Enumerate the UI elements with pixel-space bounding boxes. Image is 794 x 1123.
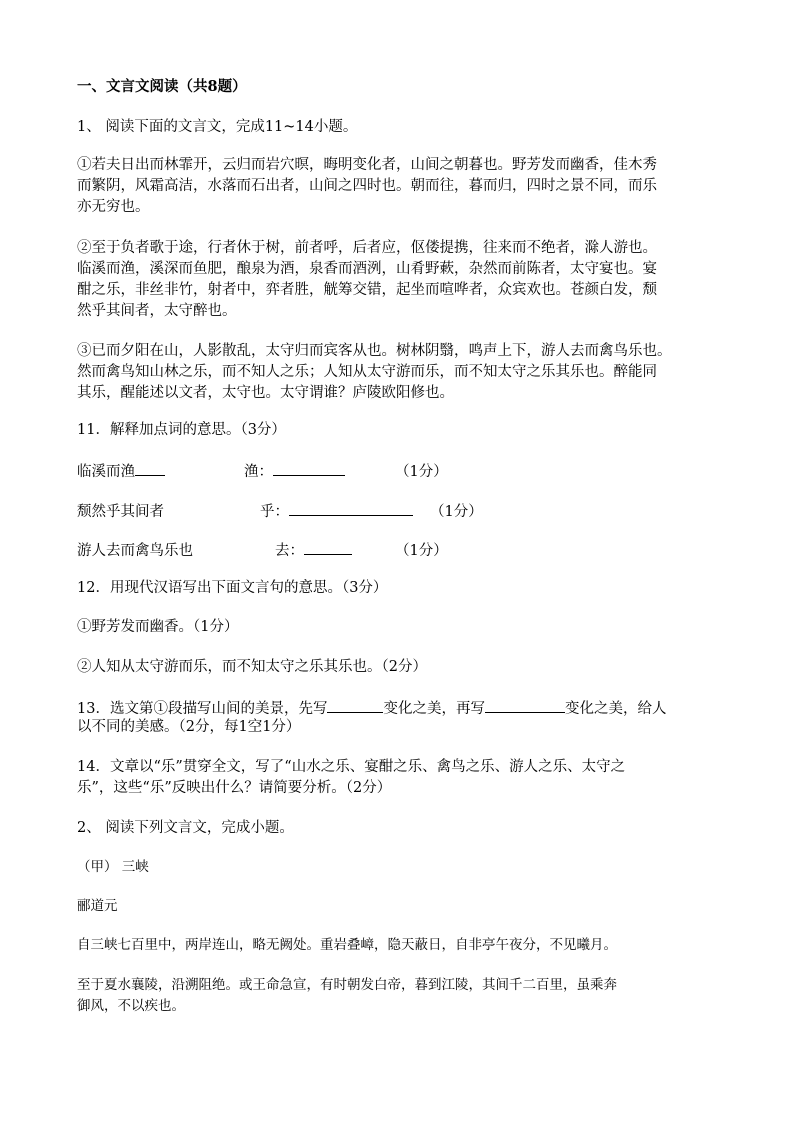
q13-text: 13．选文第①段描写山间的美景，先写 — [77, 701, 328, 717]
answer-blank[interactable] — [273, 460, 345, 476]
paragraph-line: 然乎其间者，太守醉也。 — [77, 303, 237, 319]
q11-score-1: （1分） — [395, 464, 448, 480]
q11-phrase: 临溪而渔 — [77, 464, 135, 480]
paragraph-line: 亦无穷也。 — [77, 199, 150, 215]
paragraph-line: 然而禽鸟知山林之乐，而不知人之乐；人知从太守游而乐，而不知太守之乐其乐也。醉能同 — [77, 364, 657, 380]
section-title: 一、文言文阅读（共8题） — [77, 78, 247, 95]
q11-answer-2 — [260, 500, 413, 521]
paragraph-2 — [77, 238, 719, 322]
q11-word: 乎： — [260, 504, 289, 520]
q11-phrase: 游人去而禽鸟乐也 — [77, 543, 193, 559]
sanxia-line-2: 至于夏水襄陵，沿溯阻绝。或王命急宣，有时朝发白帝，暮到江陵，其间千二百里，虽乘奔 — [77, 977, 617, 993]
question-14-line-1: 14．文章以“乐”贯穿全文，写了“山水之乐、宴酣之乐、禽鸟之乐、游人之乐、太守之 — [77, 759, 626, 775]
question-12-title: 12．用现代汉语写出下面文言句的意思。（3分） — [77, 580, 388, 596]
q11-row-3 — [77, 539, 193, 560]
answer-blank[interactable] — [289, 500, 413, 516]
question-12-item-1: ①野芳发而幽香。（1分） — [77, 619, 239, 635]
q11-score-2: （1分） — [430, 504, 483, 520]
question-14-line-2: 乐”，这些“乐”反映出什么？请简要分析。（2分） — [77, 780, 392, 796]
paragraph-line: ③已而夕阳在山，人影散乱，太守归而宾客从也。树林阴翳，鸣声上下，游人去而禽鸟乐也。 — [77, 343, 672, 359]
q13-text: 变化之美，给人 — [564, 701, 667, 717]
paragraph-line: 其乐，醒能述以文者，太守也。太守谓谁？庐陵欧阳修也。 — [77, 385, 454, 401]
paragraph-line: 而繁阴，风霜高洁，水落而石出者，山间之四时也。朝而往，暮而归，四时之景不同，而乐 — [77, 178, 657, 194]
phrase-underline — [135, 460, 165, 476]
sanxia-line-1: 自三峡七百里中，两岸连山，略无阙处。重岩叠嶂，隐天蔽日，自非亭午夜分，不见曦月。 — [77, 937, 617, 953]
question-11-title: 11．解释加点词的意思。（3分） — [77, 422, 286, 438]
sanxia-line-3: 御风，不以疾也。 — [77, 998, 185, 1014]
q11-row-2 — [77, 500, 164, 521]
q13-text: 变化之美，再写 — [383, 701, 485, 717]
answer-blank[interactable] — [327, 697, 383, 713]
question-13-line-1 — [77, 697, 666, 719]
q11-answer-1 — [244, 460, 345, 481]
answer-blank[interactable] — [485, 697, 565, 713]
paragraph-line: 临溪而渔，溪深而鱼肥，酿泉为酒，泉香而酒洌，山肴野蔌，杂然而前陈者，太守宴也。宴 — [77, 261, 657, 277]
question-12-item-2: ②人知从太守游而乐，而不知太守之乐其乐也。（2分） — [77, 659, 427, 675]
q11-row-1 — [77, 460, 165, 481]
jia-title: （甲） 三峡 — [77, 859, 149, 875]
q11-word: 渔： — [244, 464, 273, 480]
question-2-intro: 2、 阅读下列文言文，完成小题。 — [77, 820, 294, 836]
answer-blank[interactable] — [304, 539, 352, 555]
q11-phrase: 颓然乎其间者 — [77, 504, 164, 520]
paragraph-1 — [77, 155, 719, 218]
paragraph-line: 酣之乐，非丝非竹，射者中，弈者胜，觥筹交错，起坐而喧哗者，众宾欢也。苍颜白发，颓 — [77, 282, 657, 298]
paragraph-line: ②至于负者歌于途，行者休于树，前者呼，后者应，伛偻提携，往来而不绝者，滁人游也。 — [77, 240, 657, 256]
paragraph-line: ①若夫日出而林霏开，云归而岩穴暝，晦明变化者，山间之朝暮也。野芳发而幽香，佳木秀 — [77, 157, 657, 173]
q11-score-3: （1分） — [395, 543, 448, 559]
q11-word: 去： — [275, 543, 304, 559]
q11-answer-3 — [275, 539, 352, 560]
question-13-line-2: 以不同的美感。（2分，每1空1分） — [77, 719, 301, 735]
paragraph-3 — [77, 341, 719, 404]
author: 郦道元 — [77, 898, 118, 914]
question-1-intro: 1、 阅读下面的文言文，完成11~14小题。 — [77, 119, 358, 135]
